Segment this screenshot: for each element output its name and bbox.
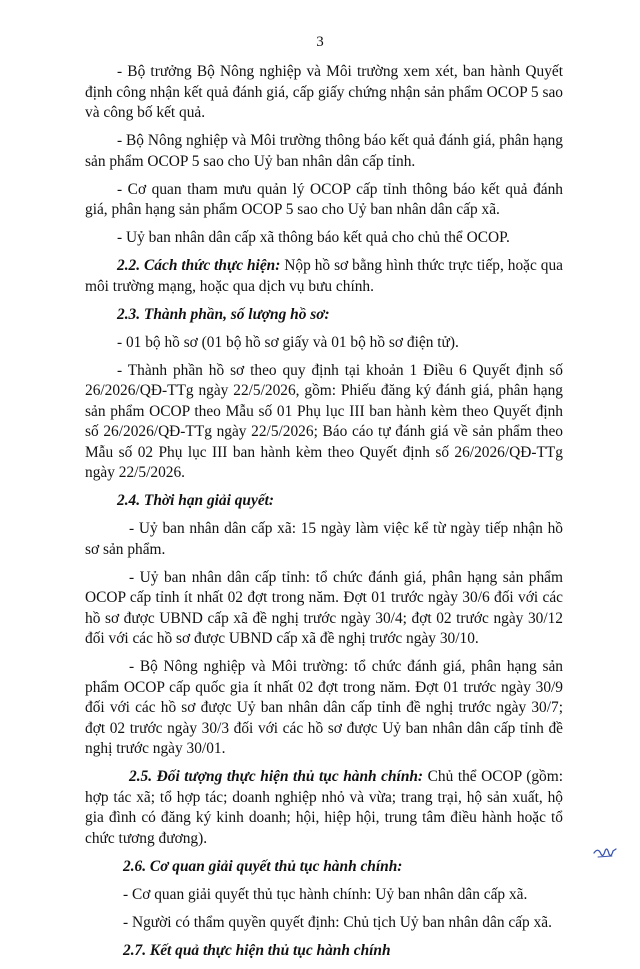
section-heading: 2.5. Đối tượng thực hiện thủ tục hành chính:: [129, 768, 424, 785]
section-heading: 2.2. Cách thức thực hiện:: [117, 257, 281, 274]
signature-mark: [592, 843, 618, 861]
paragraph: [85, 361, 563, 484]
paragraph-text: - Bộ Nông nghiệp và Môi trường thông báo kết quả đánh giá, phân hạng sản phẩm OCOP 5 sao cho Uỷ ban nhân dân cấp tỉnh.: [85, 132, 563, 170]
paragraph-text: - Uỷ ban nhân dân cấp tỉnh: tổ chức đánh giá, phân hạng sản phẩm OCOP cấp tỉnh ít nhất 02 đợt trong năm. Đợt 01 trước ngày 30/6 đối với các hồ sơ được UBND cấp xã đề nghị trước ngày 30/4; đợt 02 trước ngày 30/12 đối với các hồ sơ được UBND cấp xã đề nghị trước ngày 30/10.: [85, 568, 563, 647]
paragraph: [85, 62, 563, 124]
paragraph-text: - Uỷ ban nhân dân cấp xã: 15 ngày làm việc kể từ ngày tiếp nhận hồ sơ sản phẩm.: [85, 520, 563, 558]
paragraph: [85, 657, 563, 760]
section-paragraph: [85, 857, 563, 878]
paragraph: [85, 131, 563, 172]
paragraph: [85, 180, 563, 221]
paragraph-text: - Thành phần hồ sơ theo quy định tại khoản 1 Điều 6 Quyết định số 26/2026/QĐ-TTg ngày 22/5/2026, gồm: Phiếu đăng ký đánh giá, phân hạng sản phẩm OCOP theo Mẫu số 01 Phụ lục III ban hành kèm theo Quyết định số 26/2026/QĐ-TTg ngày 22/5/2026; Báo cáo tự đánh giá về sản phẩm theo Mẫu số 02 Phụ lục III ban hành kèm theo Quyết định số 26/2026/QĐ-TTg ngày 22/5/2026.: [85, 361, 563, 481]
paragraph-text: - Bộ trưởng Bộ Nông nghiệp và Môi trường xem xét, ban hành Quyết định công nhận kết quả đánh giá, cấp giấy chứng nhận sản phẩm OCOP 5 sao và công bố kết quả.: [85, 63, 563, 121]
section-paragraph: [85, 256, 563, 297]
paragraph-text: - Cơ quan giải quyết thủ tục hành chính: Uỷ ban nhân dân cấp xã.: [123, 885, 528, 903]
paragraph-text: - Người có thẩm quyền quyết định: Chủ tịch Uỷ ban nhân dân cấp xã.: [123, 913, 552, 931]
section-paragraph: [85, 305, 563, 326]
paragraph: [85, 885, 563, 906]
paragraph-text: Nộp hồ sơ bằng hình thức trực tiếp, hoặc qua môi trường mạng, hoặc qua dịch vụ bưu chính.: [85, 257, 563, 295]
paragraph: [85, 519, 563, 560]
section-heading: 2.4. Thời hạn giải quyết:: [117, 492, 275, 509]
paragraph: [85, 913, 563, 934]
paragraph-text: - 01 bộ hồ sơ (01 bộ hồ sơ giấy và 01 bộ hồ sơ điện tử).: [117, 333, 459, 351]
document-body: [85, 62, 563, 969]
paragraph-text: Chủ thể OCOP (gồm: hợp tác xã; tổ hợp tác; doanh nghiệp nhỏ và vừa; trang trại, hộ sản xuất, hộ gia đình có đăng ký kinh doanh; hội, hiệp hội, trung tâm điều hành hoặc tổ chức tương đương).: [85, 768, 563, 847]
paragraph: [85, 568, 563, 650]
section-heading: 2.7. Kết quả thực hiện thủ tục hành chính: [123, 941, 391, 959]
section-paragraph: [85, 491, 563, 512]
paragraph-text: - Bộ Nông nghiệp và Môi trường: tổ chức đánh giá, phân hạng sản phẩm OCOP cấp quốc gia ít nhất 02 đợt trong năm. Đợt 01 trước ngày 30/9 đối với các hồ sơ được Uỷ ban nhân dân cấp tỉnh đề nghị trước ngày 30/7; đợt 02 trước ngày 30/3 đối với các hồ sơ được Uỷ ban nhân dân cấp tỉnh đề nghị trước ngày 30/01.: [85, 658, 563, 757]
paragraph-text: - Cơ quan tham mưu quản lý OCOP cấp tỉnh thông báo kết quả đánh giá, phân hạng sản phẩm OCOP 5 sao cho Uỷ ban nhân dân cấp xã.: [85, 180, 563, 218]
page-number: 3: [316, 34, 324, 50]
paragraph: [85, 228, 563, 249]
paragraph-text: - Uỷ ban nhân dân cấp xã thông báo kết quả cho chủ thể OCOP.: [117, 229, 510, 246]
paragraph: [85, 333, 563, 354]
section-heading: 2.6. Cơ quan giải quyết thủ tục hành chính:: [123, 857, 403, 875]
section-paragraph: [85, 941, 563, 962]
section-paragraph: [85, 767, 563, 849]
section-heading: 2.3. Thành phần, số lượng hồ sơ:: [117, 305, 330, 323]
